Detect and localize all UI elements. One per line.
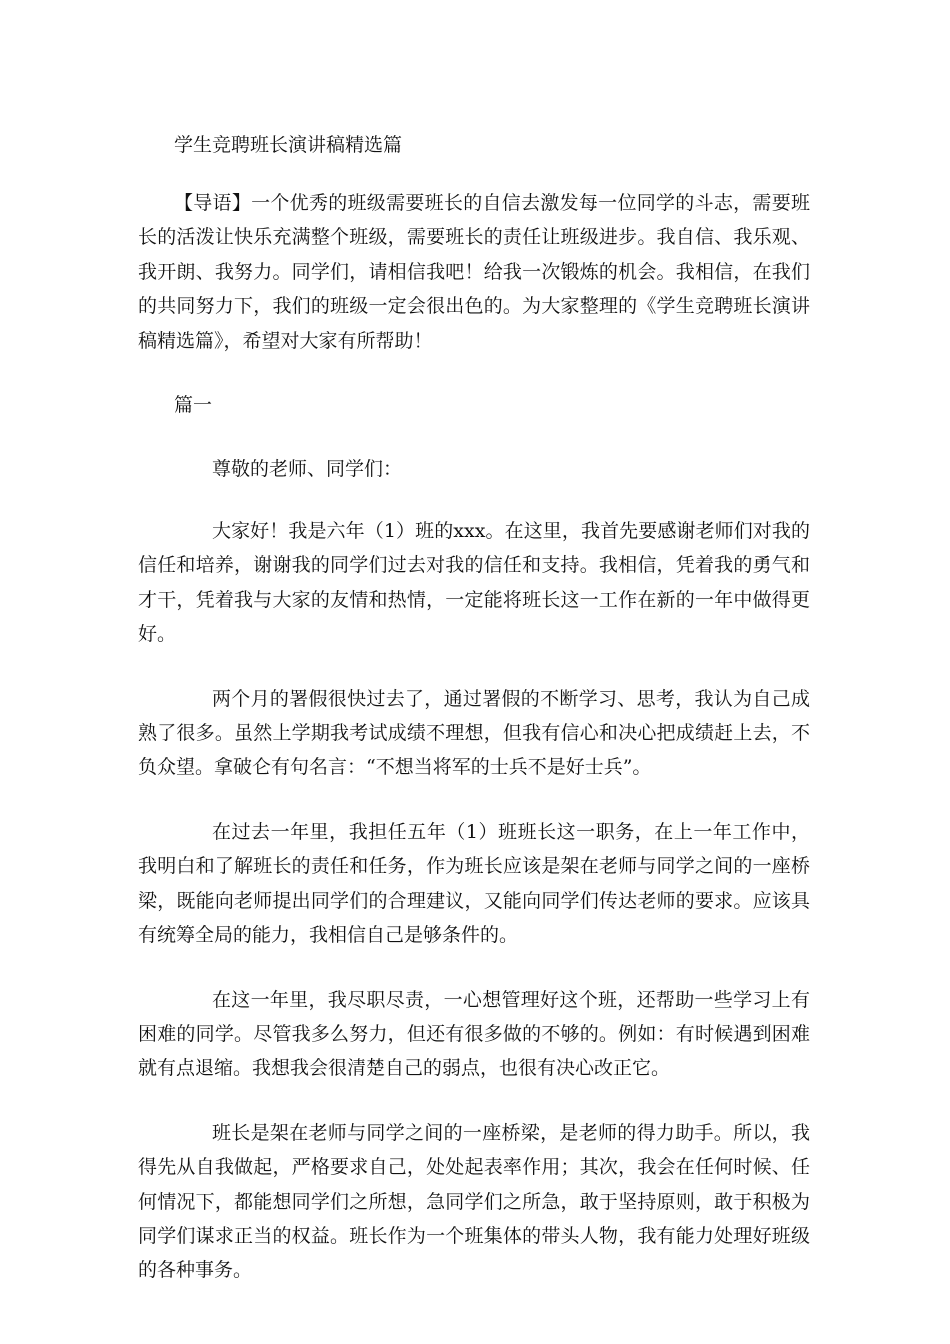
intro-tag: 【导语】	[174, 192, 252, 214]
section-label: 篇一	[174, 394, 213, 417]
greeting: 尊敬的老师、同学们：	[212, 458, 403, 481]
document-page	[138, 128, 810, 1318]
intro-text: 一个优秀的班级需要班长的自信去激发每一位同学的斗志，需要班长的活泼让快乐充满整个班级，需要班长的责任让班级进步。我自信、我乐观、我开朗、我努力。同学们，请相信我吧！给我一次锻炼的机会。我相信，在我们的共同努力下，我们的班级一定会很出色的。为大家整理的《学生竞聘班长演讲稿精选篇》，希望对大家有所帮助！	[138, 192, 810, 352]
body-paragraph-4: 在这一年里，我尽职尽责，一心想管理好这个班，还帮助一些学习上有困难的同学。尽管我多么努力，但还有很多做的不够的。例如：有时候遇到困难就有点退缩。我想我会很清楚自己的弱点，也很有决心改正它。	[138, 988, 810, 1080]
body-paragraph-3: 在过去一年里，我担任五年（1）班班长这一职务，在上一年工作中，我明白和了解班长的责任和任务，作为班长应该是架在老师与同学之间的一座桥梁，既能向老师提出同学们的合理建议，又能向同学们传达老师的要求。应该具有统筹全局的能力，我相信自己是够条件的。	[138, 820, 810, 947]
body-paragraph-5: 班长是架在老师与同学之间的一座桥梁，是老师的得力助手。所以，我得先从自我做起，严格要求自己，处处起表率作用；其次，我会在任何时候、任何情况下，都能想同学们之所想，急同学们之所急，敢于坚持原则，敢于积极为同学们谋求正当的权益。班长作为一个班集体的带头人物，我有能力处理好班级的各种事务。	[138, 1121, 810, 1282]
intro-paragraph	[138, 186, 810, 358]
body-paragraph-2: 两个月的署假很快过去了，通过署假的不断学习、思考，我认为自己成熟了很多。虽然上学期我考试成绩不理想，但我有信心和决心把成绩赶上去，不负众望。拿破仑有句名言：“不想当将军的士兵不是好士兵”。	[138, 687, 810, 779]
body-paragraph-1: 大家好！我是六年（1）班的xxx。在这里，我首先要感谢老师们对我的信任和培养，谢谢我的同学们过去对我的信任和支持。我相信，凭着我的勇气和才干，凭着我与大家的友情和热情，一定能将班长这一工作在新的一年中做得更好。	[138, 520, 810, 646]
document-title: 学生竞聘班长演讲稿精选篇	[174, 134, 403, 156]
